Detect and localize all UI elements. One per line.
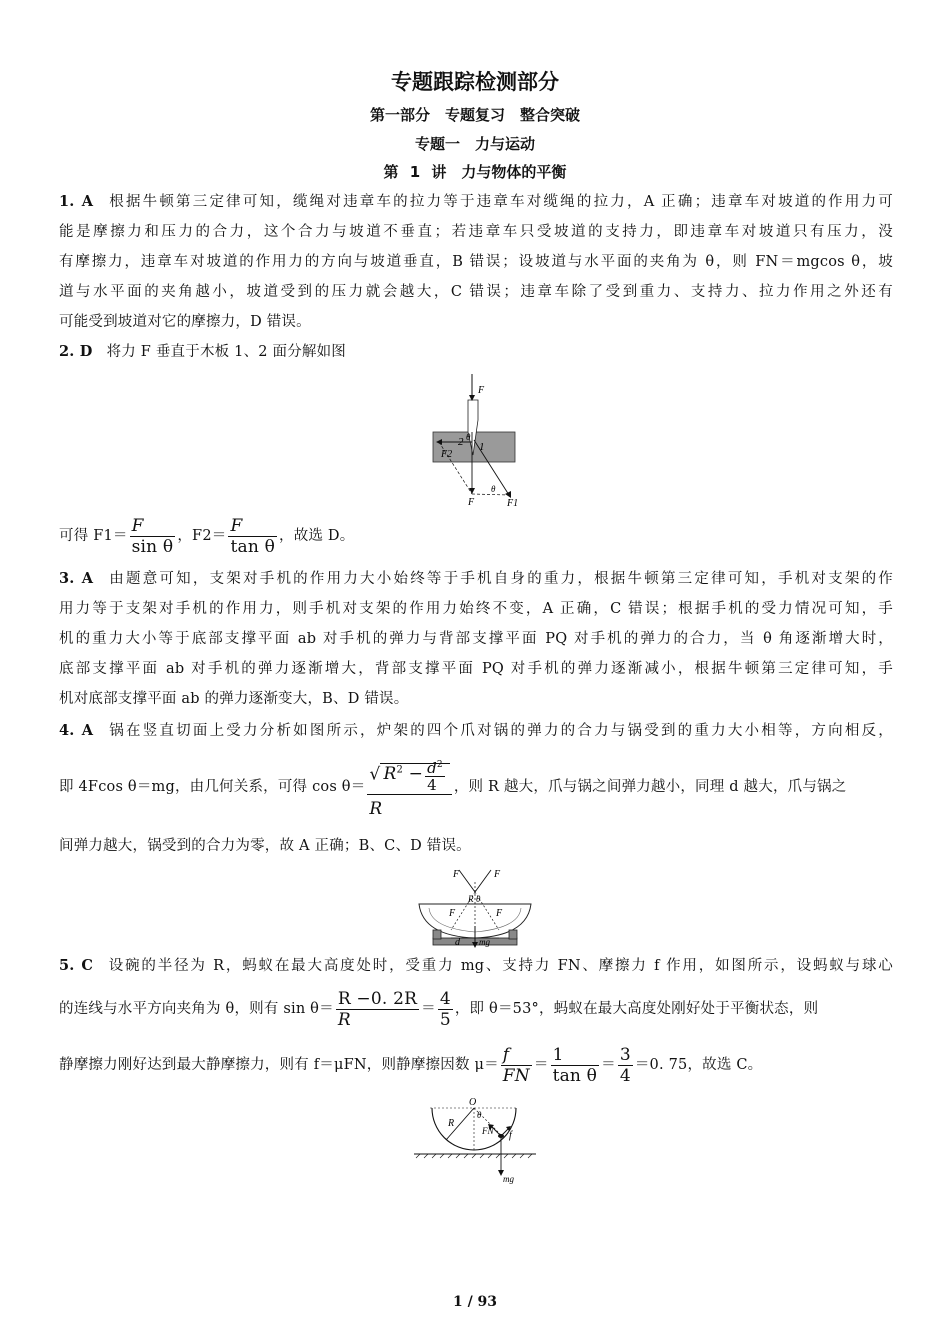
q1-line: 1. A 根据牛顿第三定律可知，缆绳对违章车的拉力等于违章车对缆绳的拉力，A 正确；违章车对坡道的作用力可 (59, 193, 893, 210)
q4-label-mg: mg (479, 937, 490, 947)
q5-label-mg: mg (503, 1174, 514, 1184)
q5-label-theta: θ (477, 1110, 482, 1120)
page-number: 1 / 93 (452, 1294, 498, 1310)
page-title: 专题跟踪检测部分 (391, 70, 559, 94)
q2-f1-fraction: $\frac{F}{\text{sin θ}}$ (131, 515, 174, 557)
q4-pot-figure (415, 862, 535, 952)
q5-label-O: O (469, 1097, 477, 1108)
q1-line: 有摩擦力，违章车对坡道的作用力的方向与坡道垂直，B 错误；设坡道与水平面的夹角为 θ，则 FN＝mgcos θ，坡 (59, 254, 893, 270)
q2-f2-fraction: $\frac{F}{\text{tan θ}}$ (230, 515, 276, 557)
q5-tan-fraction: $\frac{1}{\text{tan θ}}$ (552, 1044, 598, 1086)
q3-line: 底部支撑平面 ab 对手机的弹力逐渐增大，背部支撑平面 PQ 对手机的弹力逐渐减小，根据牛顿第三定律可知，手 (59, 661, 893, 677)
q5-line: 5. C 设碗的半径为 R，蚂蚁在最大高度处时，受重力 mg、支持力 FN、摩擦力 f 作用，如图所示，设蚂蚁与球心 (59, 957, 893, 974)
q2-result: 可得 F1＝ $\frac{F}{\text{sin θ}}$ ，F2＝ $\frac{F}{\text{tan θ}}$ ，故选 D。 (59, 515, 355, 557)
q4-label-theta: θ (476, 894, 481, 904)
q1-line: 能是摩擦力和压力的合力，这个合力与坡道不垂直；若违章车只受坡道的支持力，即违章车对坡道只有压力，没 (59, 224, 893, 240)
q5-mu-fraction: $\frac{f}{FN}$ (502, 1044, 530, 1086)
q4-label-F1: F (453, 869, 460, 880)
q4-label-d: d (455, 937, 460, 948)
q3-line: 机对底部支撑平面 ab 的弹力逐渐变大，B、D 错误。 (59, 691, 409, 707)
topic-heading: 专题一 力与运动 (414, 135, 535, 153)
q4-label-F4: F (496, 908, 503, 919)
q2-label-1: 1 (479, 441, 485, 453)
q2-number: 2. D (59, 343, 93, 360)
q2-label-F-bottom: F (468, 497, 475, 508)
q2-label-theta2: θ (491, 484, 496, 494)
q5-three-quarters: $\frac{3}{4}$ (619, 1044, 631, 1086)
q5-four-fifths: $\frac{4}{5}$ (439, 988, 451, 1030)
q2-label-F-top: F (478, 385, 485, 396)
q5-mu-line: 静摩擦力刚好达到最大静摩擦力，则有 f＝μFN，则静摩擦因数 μ＝ $\frac{f}{FN}$ ＝ $\frac{1}{\text{tan θ}}$ ＝ $\frac{3}{4}$ ＝0. 75，故选 C。 (59, 1044, 763, 1086)
lecture-heading: 第 1 讲 力与物体的平衡 (383, 163, 567, 181)
q1-line: 可能受到坡道对它的摩擦力，D 错误。 (59, 314, 311, 330)
q4-formula-line: 即 4Fcos θ＝mg，由几何关系，可得 cos θ＝ √ $R^2$ − $\frac{d^2}{4}$ R ，则 R 越大，爪与锅之间弹力越小，同理 d 越大，爪与锅之 (59, 750, 893, 824)
q5-label-R: R (448, 1118, 455, 1129)
q5-label-FN: FN (482, 1126, 494, 1136)
q4-number: 4. A (59, 722, 94, 739)
q5-sin-fraction: $\frac{R -0. 2R}{R}$ (337, 988, 418, 1030)
part-heading: 第一部分 专题复习 整合突破 (369, 106, 580, 124)
q2-wedge-figure (425, 370, 525, 512)
q2-label-F1: F1 (507, 498, 519, 509)
q1-line: 道与水平面的夹角越小，坡道受到的压力就会越大，C 错误；违章车除了受到重力、支持力、拉力作用之外还有 (59, 284, 893, 300)
q5-sin-line: 的连线与水平方向夹角为 θ，则有 sin θ＝ $\frac{R -0. 2R}{R}$ ＝ $\frac{4}{5}$ ，即 θ＝53°，蚂蚁在最大高度处刚好处于平衡状态，则 (59, 988, 819, 1030)
q4-label-F2: F (494, 869, 501, 880)
q4-cos-fraction: √ $R^2$ − $\frac{d^2}{4}$ R (367, 751, 451, 824)
q5-bowl-figure (410, 1094, 540, 1190)
q2-label-theta1: θ (466, 432, 471, 442)
q3-line: 机的重力大小等于底部支撑平面 ab 对手机的弹力与背部支撑平面 PQ 对手机的弹力的合力，当 θ 角逐渐增大时， (59, 631, 893, 647)
q2-label-2: 2 (458, 436, 464, 448)
q1-number: 1. A (59, 193, 94, 210)
q5-label-f: f (509, 1130, 512, 1141)
q5-number: 5. C (59, 957, 94, 974)
q4-label-R: R (468, 894, 474, 904)
q3-line: 用力等于支架对手机的作用力，则手机对支架的作用力始终不变，A 正确，C 错误；根据手机的受力情况可知，手 (59, 601, 893, 617)
q4-label-F3: F (449, 908, 456, 919)
q2-label-F2: F2 (441, 449, 453, 460)
q3-number: 3. A (59, 570, 94, 587)
q2-line: 2. D 将力 F 垂直于木板 1、2 面分解如图 (59, 343, 347, 360)
q4-line: 4. A 锅在竖直切面上受力分析如图所示，炉架的四个爪对锅的弹力的合力与锅受到的重力大小相等，方向相反， (59, 722, 893, 739)
q3-line: 3. A 由题意可知，支架对手机的作用力大小始终等于手机自身的重力，根据牛顿第三定律可知，手机对支架的作 (59, 570, 893, 587)
q4-line: 间弹力越大，锅受到的合力为零，故 A 正确；B、C、D 错误。 (59, 838, 471, 854)
